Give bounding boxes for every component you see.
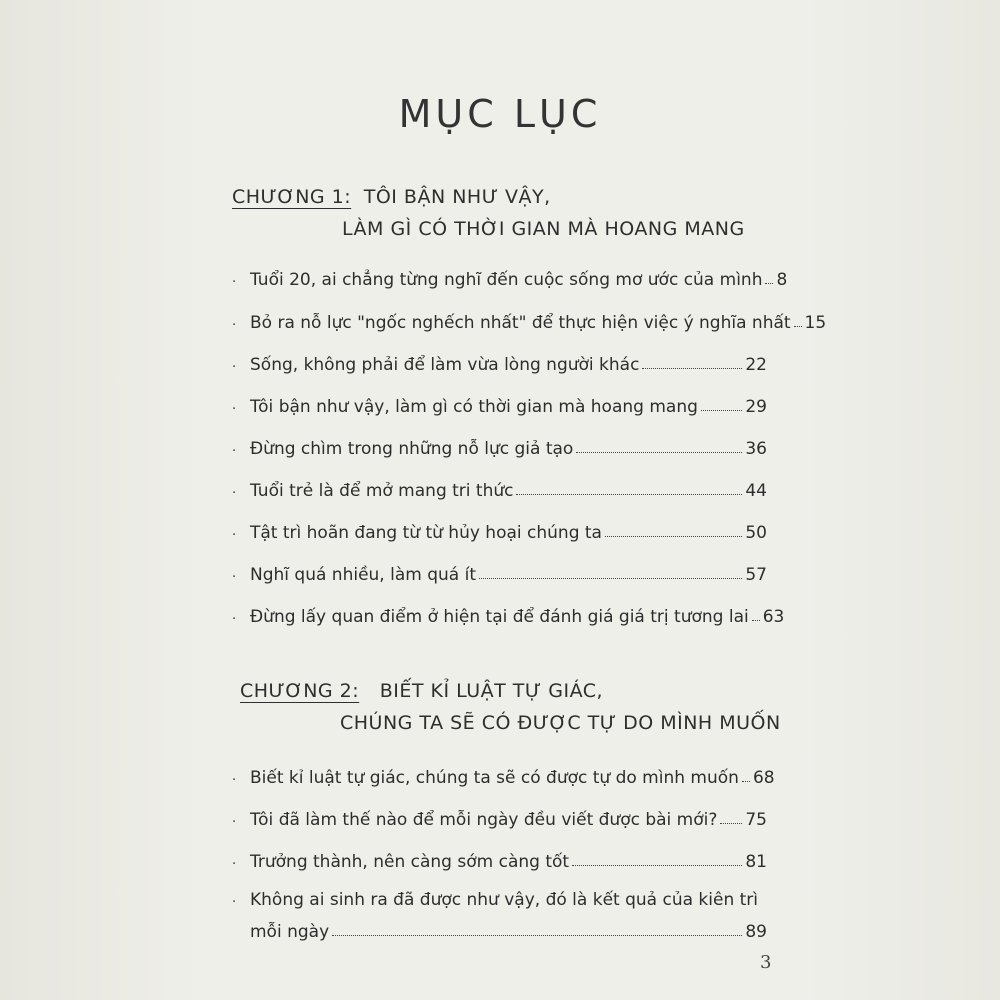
page-number: 3 (760, 952, 772, 973)
bullet-icon: · (232, 857, 237, 872)
entry-page-number: 29 (745, 397, 767, 417)
toc-entry[interactable]: · Bỏ ra nỗ lực "ngốc nghếch nhất" để thực hiện việc ý nghĩa nhất 15 (232, 313, 827, 333)
leader-dots (479, 578, 742, 579)
bullet-icon: · (232, 815, 237, 830)
entry-page-number: 75 (745, 810, 767, 830)
toc-entry[interactable]: · Tuổi 20, ai chẳng từng nghĩ đến cuộc sống mơ ước của mình 8 (232, 270, 788, 290)
chapter-1-title-line-2: LÀM GÌ CÓ THỜI GIAN MÀ HOANG MANG (342, 218, 745, 240)
entry-page-number: 63 (762, 607, 785, 627)
leader-dots (742, 781, 750, 782)
leader-dots (642, 368, 742, 369)
toc-entry[interactable]: · Tuổi trẻ là để mở mang tri thức 44 (232, 481, 767, 501)
chapter-2-label: CHƯƠNG 2: (240, 680, 360, 702)
leader-dots (605, 536, 742, 537)
chapter-1-title-line-1: TÔI BẬN NHƯ VẬY, (363, 186, 551, 208)
bullet-icon: · (232, 402, 237, 417)
bullet-icon: · (232, 360, 237, 375)
entry-page-number: 81 (745, 852, 767, 872)
bullet-icon: · (232, 318, 237, 333)
toc-entry[interactable]: · Không ai sinh ra đã được như vậy, đó là kết quả của kiên trì mỗi ngày 89 (232, 890, 767, 942)
bullet-icon: · (232, 528, 237, 543)
entry-page-number: 50 (745, 523, 767, 543)
bullet-icon: · (232, 895, 237, 910)
bullet-icon: · (232, 275, 237, 290)
toc-entry[interactable]: · Tật trì hoãn đang từ từ hủy hoại chúng ta 50 (232, 523, 767, 543)
toc-entry[interactable]: · Sống, không phải để làm vừa lòng người khác 22 (232, 355, 767, 375)
bullet-icon: · (232, 570, 237, 585)
toc-entry[interactable]: · Đừng chìm trong những nỗ lực giả tạo 36 (232, 439, 767, 459)
toc-entry[interactable]: · Trưởng thành, nên càng sớm càng tốt 81 (232, 852, 767, 872)
chapter-2-heading (240, 680, 603, 702)
leader-dots (752, 620, 760, 621)
leader-dots (332, 935, 742, 936)
leader-dots (720, 823, 742, 824)
entry-page-number: 15 (804, 313, 827, 333)
chapter-2-title-line-1: BIẾT KỈ LUẬT TỰ GIÁC, (379, 680, 604, 702)
entry-page-number: 36 (745, 439, 767, 459)
leader-dots (576, 452, 742, 453)
toc-entry[interactable]: · Đừng lấy quan điểm ở hiện tại để đánh giá giá trị tương lai 63 (232, 607, 785, 627)
entry-page-number: 8 (776, 270, 788, 290)
bullet-icon: · (232, 612, 237, 627)
entry-page-number: 44 (745, 481, 767, 501)
bullet-icon: · (232, 444, 237, 459)
bullet-icon: · (232, 773, 237, 788)
page-title: MỤC LỤC (398, 92, 602, 136)
entry-page-number: 57 (745, 565, 767, 585)
bullet-icon: · (232, 486, 237, 501)
leader-dots (794, 326, 802, 327)
toc-entry[interactable]: · Tôi bận như vậy, làm gì có thời gian mà hoang mang 29 (232, 397, 767, 417)
leader-dots (516, 494, 742, 495)
leader-dots (765, 283, 773, 284)
toc-entry[interactable]: · Tôi đã làm thế nào để mỗi ngày đều viết được bài mới? 75 (232, 810, 767, 830)
entry-page-number: 89 (745, 922, 767, 942)
entry-page-number: 68 (752, 768, 775, 788)
leader-dots (701, 410, 742, 411)
leader-dots (572, 865, 742, 866)
chapter-1-heading (232, 186, 551, 208)
entry-page-number: 22 (745, 355, 767, 375)
toc-entry[interactable]: · Nghĩ quá nhiều, làm quá ít 57 (232, 565, 767, 585)
toc-entry[interactable]: · Biết kỉ luật tự giác, chúng ta sẽ có được tự do mình muốn 68 (232, 768, 775, 788)
chapter-1-label: CHƯƠNG 1: (232, 186, 352, 208)
chapter-2-title-line-2: CHÚNG TA SẼ CÓ ĐƯỢC TỰ DO MÌNH MUỐN (340, 712, 781, 734)
